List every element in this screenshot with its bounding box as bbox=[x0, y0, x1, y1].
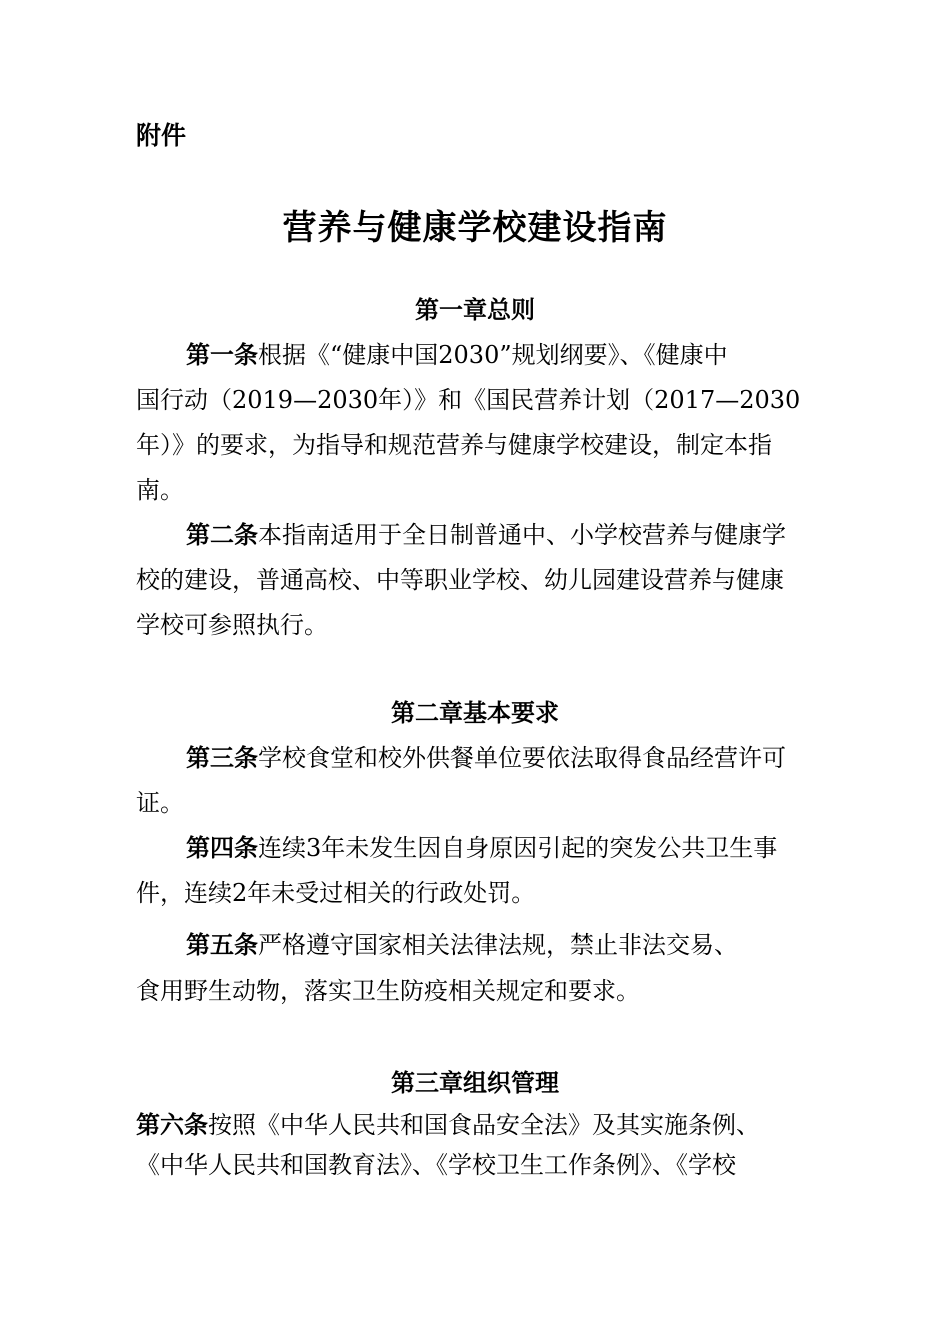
chapter-heading: 第一章总则 bbox=[415, 296, 535, 324]
article-text: 根据《“健康中国2030”规划纲要》、《健康中 bbox=[258, 341, 728, 369]
paragraph-line: 证。 bbox=[136, 789, 184, 817]
article-text: 本指南适用于全日制普通中、小学校营养与健康学 bbox=[258, 521, 786, 549]
chapter-heading: 第三章组织管理 bbox=[391, 1069, 559, 1097]
paragraph-line: 食用野生动物，落实卫生防疫相关规定和要求。 bbox=[136, 977, 640, 1005]
article-text: 学校食堂和校外供餐单位要依法取得食品经营许可 bbox=[258, 744, 786, 772]
document-title: 营养与健康学校建设指南 bbox=[282, 208, 668, 248]
paragraph-line bbox=[186, 833, 777, 863]
paragraph-line: 南。 bbox=[136, 476, 184, 504]
article-text: 严格遵守国家相关法律法规，禁止非法交易、 bbox=[258, 931, 738, 959]
article-label: 第四条 bbox=[186, 834, 258, 862]
article-label: 第六条 bbox=[136, 1111, 208, 1139]
paragraph-line: 年）》的要求，为指导和规范营养与健康学校建设，制定本指 bbox=[136, 431, 772, 459]
paragraph-line bbox=[186, 340, 728, 370]
article-label: 第五条 bbox=[186, 931, 258, 959]
paragraph-line bbox=[186, 743, 786, 773]
paragraph-line bbox=[136, 1110, 760, 1140]
attachment-label: 附件 bbox=[136, 121, 187, 150]
paragraph-line: 学校可参照执行。 bbox=[136, 611, 328, 639]
article-label: 第一条 bbox=[186, 341, 258, 369]
paragraph-line: 件，连续2年未受过相关的行政处罚。 bbox=[136, 879, 536, 907]
article-label: 第二条 bbox=[186, 521, 258, 549]
paragraph-line: 《中华人民共和国教育法》、《学校卫生工作条例》、《学校 bbox=[136, 1151, 736, 1179]
chapter-heading: 第二章基本要求 bbox=[391, 699, 559, 727]
paragraph-line: 国行动（2019—2030年）》和《国民营养计划（2017—2030 bbox=[136, 386, 801, 414]
paragraph-line: 校的建设，普通高校、中等职业学校、幼儿园建设营养与健康 bbox=[136, 566, 784, 594]
article-text: 连续3年未发生因自身原因引起的突发公共卫生事 bbox=[258, 834, 778, 862]
paragraph-line bbox=[186, 930, 738, 960]
paragraph-line bbox=[186, 520, 786, 550]
article-label: 第三条 bbox=[186, 744, 258, 772]
article-text: 按照《中华人民共和国食品安全法》及其实施条例、 bbox=[208, 1111, 760, 1139]
